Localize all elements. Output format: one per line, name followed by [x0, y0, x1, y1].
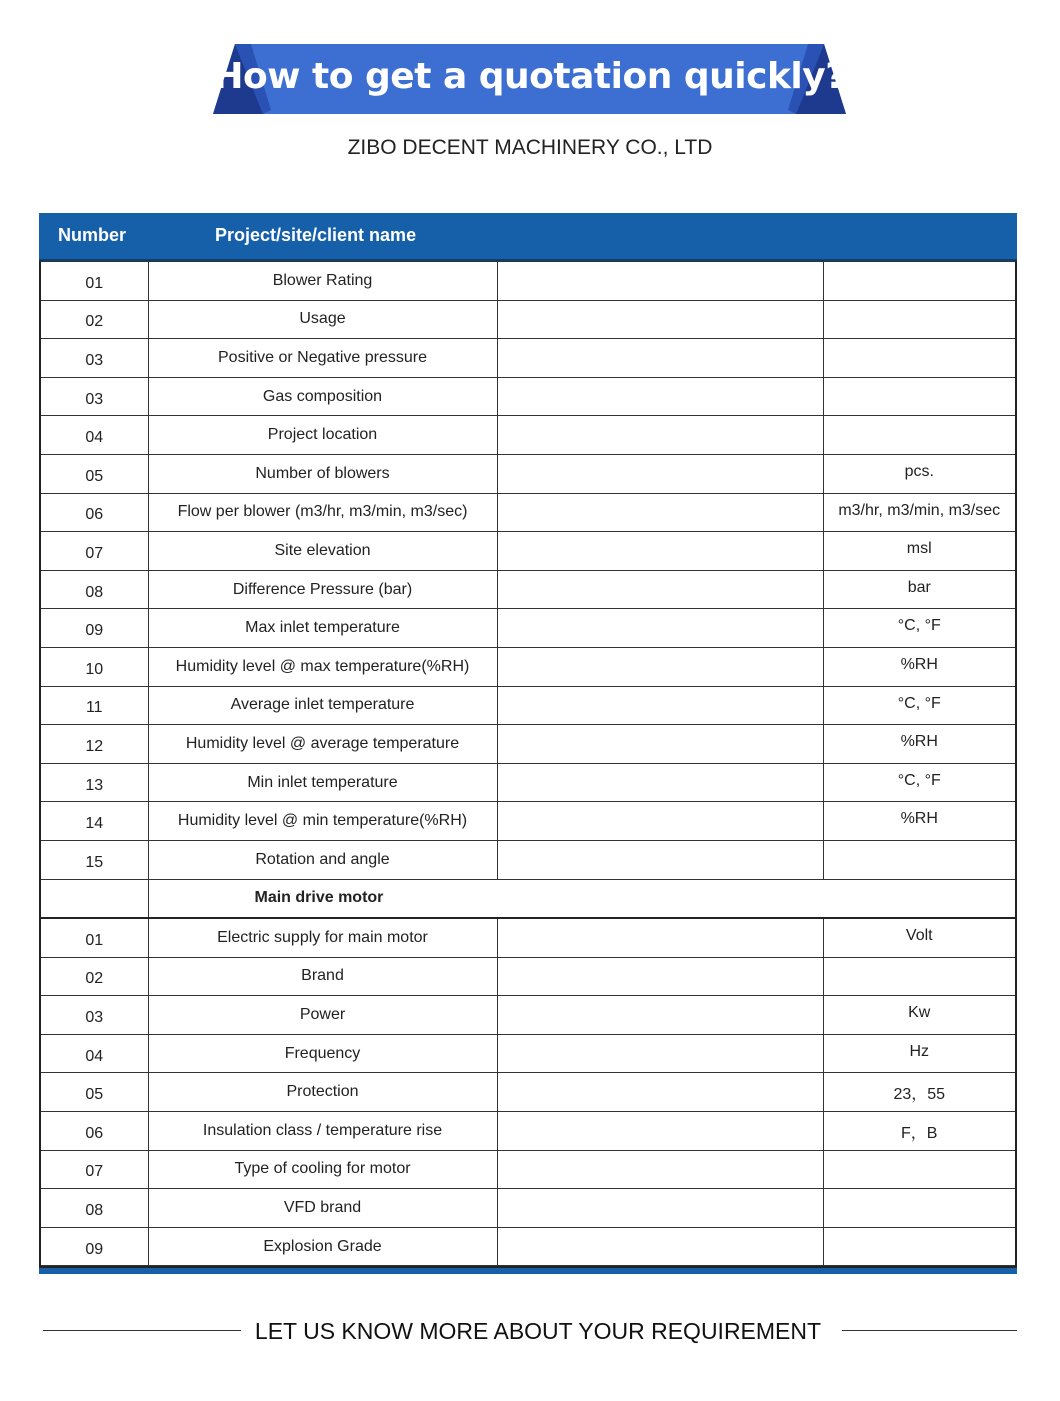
row-item-label: VFD brand [148, 1189, 497, 1228]
row-value-input[interactable] [497, 1073, 823, 1112]
row-item-label: Gas composition [148, 377, 497, 416]
table-row [40, 532, 1016, 571]
table-row [40, 725, 1016, 764]
row-unit: pcs. [823, 454, 1016, 493]
table-row [40, 840, 1016, 879]
row-unit [823, 840, 1016, 879]
row-unit [823, 1227, 1016, 1266]
row-number: 07 [40, 532, 148, 571]
row-item-label: Site elevation [148, 532, 497, 571]
row-unit: °C, °F [823, 609, 1016, 648]
row-unit: m3/hr, m3/min, m3/sec [823, 493, 1016, 532]
row-unit [823, 300, 1016, 339]
row-item-label: Type of cooling for motor [148, 1150, 497, 1189]
row-number: 10 [40, 647, 148, 686]
row-unit: °C, °F [823, 686, 1016, 725]
table-row [40, 647, 1016, 686]
row-item-label: Humidity level @ average temperature [148, 725, 497, 764]
row-number: 01 [40, 918, 148, 957]
table-row [40, 377, 1016, 416]
row-value-input[interactable] [497, 725, 823, 764]
row-number: 05 [40, 1073, 148, 1112]
table-row [40, 416, 1016, 455]
row-value-input[interactable] [497, 1150, 823, 1189]
row-number: 09 [40, 1227, 148, 1266]
row-value-input[interactable] [497, 1034, 823, 1073]
row-value-input[interactable] [497, 609, 823, 648]
row-item-label: Rotation and angle [148, 840, 497, 879]
row-unit [823, 262, 1016, 301]
row-value-input[interactable] [497, 377, 823, 416]
row-unit: 23，55 [823, 1073, 1016, 1112]
footer [0, 1316, 1060, 1346]
row-number: 03 [40, 377, 148, 416]
row-value-input[interactable] [497, 493, 823, 532]
row-value-input[interactable] [497, 957, 823, 996]
row-item-label: Brand [148, 957, 497, 996]
row-item-label: Frequency [148, 1034, 497, 1073]
table-row [40, 802, 1016, 841]
row-number: 12 [40, 725, 148, 764]
row-item-label: Positive or Negative pressure [148, 339, 497, 378]
row-number: 14 [40, 802, 148, 841]
row-number: 08 [40, 570, 148, 609]
row-number: 09 [40, 609, 148, 648]
row-item-label: Average inlet temperature [148, 686, 497, 725]
row-number: 01 [40, 262, 148, 301]
row-value-input[interactable] [497, 416, 823, 455]
row-value-input[interactable] [497, 532, 823, 571]
row-item-label: Difference Pressure (bar) [148, 570, 497, 609]
row-number: 04 [40, 1034, 148, 1073]
table-row [40, 339, 1016, 378]
table-row [40, 1227, 1016, 1266]
row-value-input[interactable] [497, 996, 823, 1035]
company-name: ZIBO DECENT MACHINERY CO., LTD [347, 136, 713, 159]
table-body [39, 261, 1017, 1266]
row-value-input[interactable] [497, 763, 823, 802]
row-unit: °C, °F [823, 763, 1016, 802]
table-row [40, 454, 1016, 493]
row-number: 13 [40, 763, 148, 802]
table-row [40, 918, 1016, 957]
table-row [40, 996, 1016, 1035]
row-unit [823, 339, 1016, 378]
row-number: 15 [40, 840, 148, 879]
row-item-label: Insulation class / temperature rise [148, 1112, 497, 1151]
row-number: 03 [40, 339, 148, 378]
table-row [40, 493, 1016, 532]
section-number-empty [40, 879, 148, 918]
row-item-label: Min inlet temperature [148, 763, 497, 802]
row-value-input[interactable] [497, 339, 823, 378]
row-value-input[interactable] [497, 647, 823, 686]
quotation-table [39, 213, 1017, 1274]
row-value-input[interactable] [497, 802, 823, 841]
table-row [40, 763, 1016, 802]
footer-line-right [842, 1330, 1017, 1331]
row-unit [823, 1189, 1016, 1228]
table-row [40, 1150, 1016, 1189]
table-row [40, 609, 1016, 648]
row-value-input[interactable] [497, 300, 823, 339]
row-unit [823, 377, 1016, 416]
row-unit [823, 416, 1016, 455]
row-item-label: Project location [148, 416, 497, 455]
row-unit [823, 957, 1016, 996]
row-value-input[interactable] [497, 262, 823, 301]
row-value-input[interactable] [497, 1112, 823, 1151]
row-unit: %RH [823, 647, 1016, 686]
row-unit: bar [823, 570, 1016, 609]
row-value-input[interactable] [497, 686, 823, 725]
row-item-label: Electric supply for main motor [148, 918, 497, 957]
row-item-label: Humidity level @ max temperature(%RH) [148, 647, 497, 686]
row-number: 07 [40, 1150, 148, 1189]
row-unit [823, 1150, 1016, 1189]
table-header [39, 213, 1017, 261]
row-item-label: Blower Rating [148, 262, 497, 301]
row-item-label: Explosion Grade [148, 1227, 497, 1266]
table-row [40, 1073, 1016, 1112]
row-number: 05 [40, 454, 148, 493]
row-value-input[interactable] [497, 1189, 823, 1228]
table-footer-bar [39, 1266, 1017, 1274]
row-unit: msl [823, 532, 1016, 571]
header-number: Number [58, 225, 127, 245]
title-banner [213, 44, 846, 114]
row-item-label: Protection [148, 1073, 497, 1112]
row-item-label: Humidity level @ min temperature(%RH) [148, 802, 497, 841]
header-project-name: Project/site/client name [215, 225, 417, 245]
row-value-input[interactable] [497, 840, 823, 879]
row-unit: Volt [823, 918, 1016, 957]
row-unit: Hz [823, 1034, 1016, 1073]
row-unit: Kw [823, 996, 1016, 1035]
table-row [40, 1189, 1016, 1228]
row-number: 06 [40, 1112, 148, 1151]
row-number: 04 [40, 416, 148, 455]
footer-text: LET US KNOW MORE ABOUT YOUR REQUIREMENT [254, 1318, 822, 1344]
row-item-label: Number of blowers [148, 454, 497, 493]
row-number: 08 [40, 1189, 148, 1228]
section-title: Main drive motor [148, 879, 1016, 918]
row-value-input[interactable] [497, 454, 823, 493]
row-unit: %RH [823, 725, 1016, 764]
row-number: 03 [40, 996, 148, 1035]
row-number: 11 [40, 686, 148, 725]
table-row [40, 957, 1016, 996]
row-value-input[interactable] [497, 1227, 823, 1266]
row-number: 02 [40, 300, 148, 339]
table-row [40, 262, 1016, 301]
row-item-label: Usage [148, 300, 497, 339]
table-row [40, 300, 1016, 339]
row-number: 06 [40, 493, 148, 532]
page-title: How to get a quotation quickly? [213, 56, 846, 97]
section-row-main-drive-motor [40, 879, 1016, 918]
table-row [40, 1034, 1016, 1073]
row-item-label: Max inlet temperature [148, 609, 497, 648]
row-value-input[interactable] [497, 918, 823, 957]
row-item-label: Power [148, 996, 497, 1035]
row-number: 02 [40, 957, 148, 996]
row-item-label: Flow per blower (m3/hr, m3/min, m3/sec) [148, 493, 497, 532]
row-value-input[interactable] [497, 570, 823, 609]
table-row [40, 570, 1016, 609]
table-row [40, 686, 1016, 725]
row-unit: F，B [823, 1112, 1016, 1151]
table-row [40, 1112, 1016, 1151]
row-unit: %RH [823, 802, 1016, 841]
